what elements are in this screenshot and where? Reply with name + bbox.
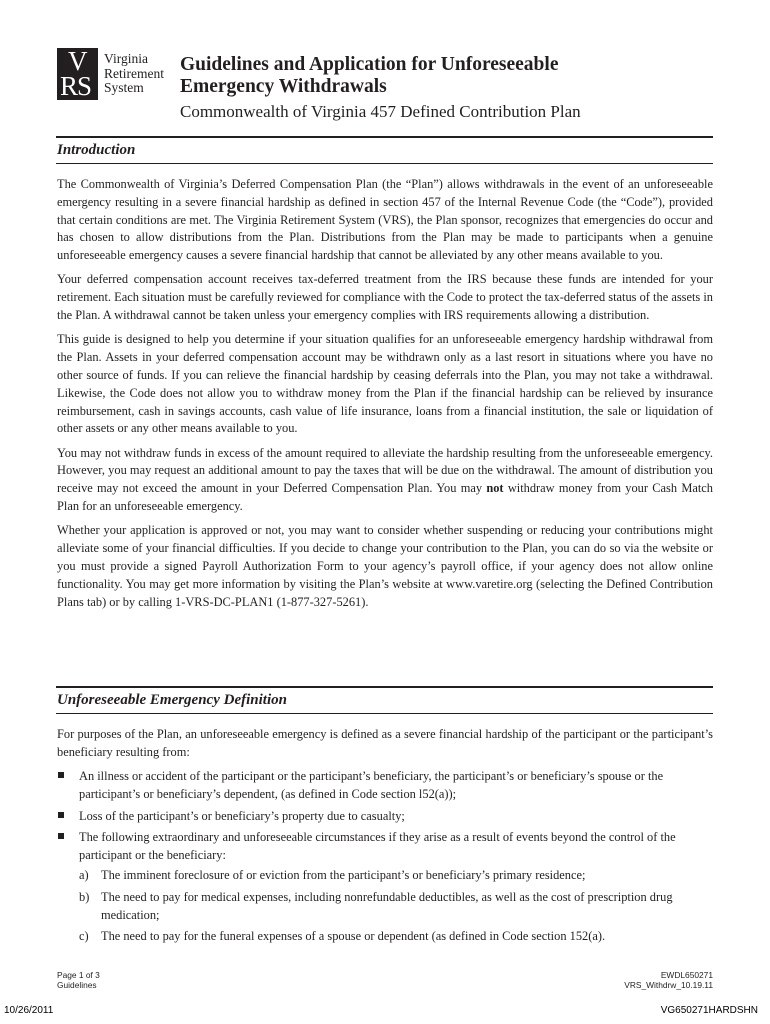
definition-sub-list	[79, 867, 713, 946]
square-bullet-icon	[58, 833, 64, 839]
section-rule-top	[56, 136, 713, 138]
definition-bullet	[57, 808, 713, 826]
title-line-1: Guidelines and Application for Unforeseeable	[180, 54, 559, 75]
section-rule-top	[56, 686, 713, 688]
intro-p4-text: You may not withdraw funds in excess of the amount required to alleviate the hardship resulting from the unforeseeable emergency. However, you may request an additional amount to pay the taxes that will be due on the withdrawal. The amount of distribution you receive may not exceed the amount in your Deferred Compensation Plan. You may	[57, 445, 713, 496]
logo-letter-s: S	[77, 71, 93, 101]
intro-paragraph-1: The Commonwealth of Virginia’s Deferred Compensation Plan (the “Plan”) allows withdrawals in the event of an unforeseeable emergency resulting in a severe financial hardship as defined in section 457 of the Internal Revenue Code (the “Code”), provided that certain conditions are met. The Virginia Retirement System (VRS), the Plan sponsor, recognizes that emergencies do occur and has chosen to allow distributions from the Plan. Distributions from the Plan may be made to participants when a genuine unforeseeable emergency causes a severe financial hardship that cannot be alleviated by any other means available to you.	[57, 177, 713, 263]
intro-paragraph-5: Whether your application is approved or not, you may want to consider whether suspending or reducing your contributions might alleviate some of your financial difficulties. If you decide to change your contribution to the Plan, you can do so via the website or you must provide a signed Payroll Authorization Form to your agency’s payroll office, if your agency does not allow online functionality. You may get more information by visiting the Plan’s website at www.varetire.org (selecting the Defined Contribution Plans tab) or by calling 1-VRS-DC-PLAN1 (1-877-327-5261).	[57, 523, 713, 609]
section-rule-bottom	[56, 163, 713, 164]
bullet-text: The following extraordinary and unforeseeable circumstances if they arise as a result of events beyond the control of the participant or the beneficiary:	[79, 830, 676, 863]
page-number: Page 1 of 3	[57, 970, 100, 980]
square-bullet-icon	[58, 772, 64, 778]
definition-bullet-list	[57, 768, 713, 946]
sub-item-letter: a)	[79, 868, 89, 883]
document-title	[180, 54, 558, 98]
logo-letter-v: V	[68, 46, 88, 76]
logo-letter-r: R	[60, 71, 79, 101]
section-rule-bottom	[56, 713, 713, 714]
sub-item-text: The imminent foreclosure of or eviction from the participant’s or beneficiary’s primary residence;	[101, 868, 586, 883]
intro-paragraph-2: Your deferred compensation account receives tax-deferred treatment from the IRS because these funds are intended for your retirement. Each situation must be carefully reviewed for compliance with the Code to protect the tax-deferred status of the assets in the Plan. A withdrawal cannot be taken unless your emergency complies with IRS requirements allowing a distribution.	[57, 272, 713, 323]
definition-bullet	[57, 768, 713, 804]
intro-p4-text-end: withdraw money from your Cash Match Plan for an unforeseeable emergency.	[57, 481, 713, 514]
definition-intro: For purposes of the Plan, an unforeseeable emergency is defined as a severe financial hardship of the participant or the participant’s beneficiary resulting from:	[57, 727, 713, 759]
sub-item-letter: b)	[79, 889, 90, 904]
intro-paragraph-4	[57, 445, 713, 516]
document-type: Guidelines	[57, 980, 97, 990]
document-code: VG650271HARDSHN	[660, 1005, 758, 1016]
logo-org-line: Virginia	[104, 51, 148, 66]
form-code: EWDL650271	[660, 970, 713, 980]
title-line-2: Emergency Withdrawals	[180, 76, 387, 97]
logo-org-name	[104, 52, 164, 96]
definition-sub-item	[79, 928, 713, 946]
definition-sub-item	[79, 889, 713, 925]
bullet-text: Loss of the participant’s or beneficiary’s property due to casualty;	[79, 808, 405, 823]
vrs-logo	[57, 48, 164, 100]
introduction-heading: Introduction	[57, 142, 136, 158]
print-date: 10/26/2011	[4, 1005, 54, 1016]
definition-bullet	[57, 829, 713, 946]
page-footer-left	[57, 970, 100, 990]
vrs-logo-mark	[57, 48, 98, 100]
logo-org-line: System	[104, 80, 144, 95]
intro-paragraph-3: This guide is designed to help you determine if your situation qualifies for an unforeseeable emergency hardship withdrawal from the Plan. Assets in your deferred compensation account may be withdrawn only as a last resort in situations where you have no other source of funds. If you can relieve the financial hardship by ceasing deferrals into the Plan, you may not take a withdrawal. Likewise, the Code does not allow you to withdraw money from the Plan if the financial hardship can be relieved by insurance reimbursement, cash in savings accounts, cash value of life insurance, loans from a financial institution, the sale or liquidation of other assets or any other means available to you.	[57, 332, 713, 436]
logo-org-line: Retirement	[104, 65, 164, 81]
intro-p4-bold: not	[486, 481, 504, 496]
definition-heading: Unforeseeable Emergency Definition	[57, 692, 287, 708]
bullet-text: An illness or accident of the participant or the participant’s beneficiary, the participant’s or beneficiary’s spouse or the participant’s or beneficiary’s dependent, (as defined in Code section l52(a));	[79, 769, 664, 801]
document-subtitle: Commonwealth of Virginia 457 Defined Contribution Plan	[180, 102, 581, 121]
square-bullet-icon	[58, 812, 64, 818]
introduction-body	[57, 176, 713, 618]
sub-item-text: The need to pay for the funeral expenses of a spouse or dependent (as defined in Code section 152(a).	[101, 929, 606, 944]
file-reference: VRS_Withdrw_10.19.11	[624, 980, 713, 990]
page-footer-right	[624, 970, 713, 990]
sub-item-letter: c)	[79, 929, 89, 944]
definition-sub-item	[79, 867, 713, 885]
definition-body	[57, 726, 713, 950]
sub-item-text: The need to pay for medical expenses, including nonrefundable deductibles, as well as the cost of prescription drug medication;	[101, 889, 673, 922]
